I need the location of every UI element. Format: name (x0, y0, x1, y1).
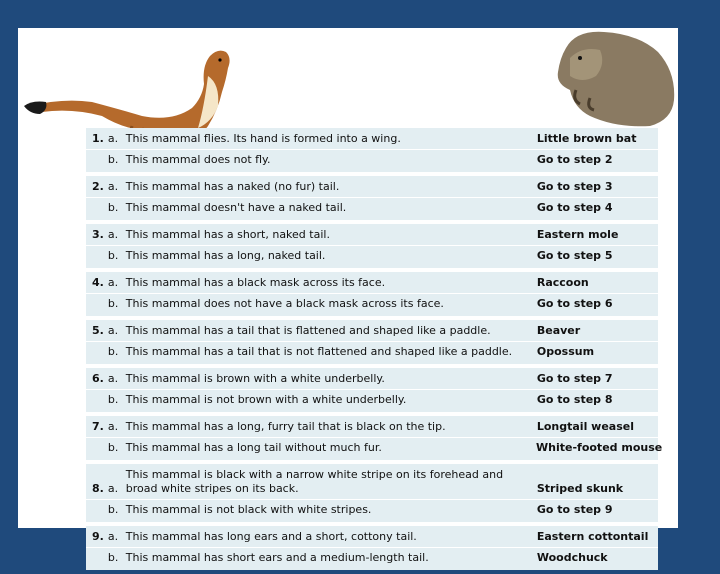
choice-letter: b. (107, 551, 119, 564)
dichotomous-key (86, 128, 663, 574)
choice-result: Eastern mole (536, 228, 619, 241)
choice-result: White-footed mouse (536, 441, 663, 454)
choice-letter: a. (107, 228, 119, 241)
choice-letter: a. (107, 420, 119, 433)
choice-result: Little brown bat (536, 132, 637, 145)
step-number: 2. (92, 180, 104, 193)
choice-text: This mammal is brown with a white underbelly. (125, 372, 385, 385)
choice-text: This mammal is not black with white stripes. (125, 503, 372, 516)
key-row (86, 527, 658, 548)
choice-result: Eastern cottontail (536, 530, 649, 543)
choice-letter: a. (107, 132, 119, 145)
choice-text: This mammal is not brown with a white underbelly. (125, 393, 407, 406)
choice-text: This mammal has a tail that is flattened and shaped like a paddle. (125, 324, 491, 337)
key-row (86, 246, 658, 266)
choice-text: This mammal does not fly. (125, 153, 271, 166)
choice-text: This mammal has a tail that is not flattened and shaped like a paddle. (125, 345, 513, 358)
choice-result: Go to step 3 (536, 180, 613, 193)
key-row (86, 438, 663, 458)
choice-text: This mammal has short ears and a medium-length tail. (125, 551, 429, 564)
key-step-2 (86, 176, 658, 220)
key-row (86, 390, 658, 410)
choice-result: Go to step 5 (536, 249, 613, 262)
choice-result: Longtail weasel (536, 420, 635, 433)
step-number: 4. (92, 276, 104, 289)
choice-result: Go to step 9 (536, 503, 613, 516)
choice-result: Go to step 6 (536, 297, 613, 310)
key-row (86, 150, 658, 170)
choice-text: This mammal doesn't have a naked tail. (125, 201, 347, 214)
choice-letter: b. (107, 345, 119, 358)
choice-letter: b. (107, 249, 119, 262)
key-row (86, 369, 658, 390)
choice-text: This mammal has a black mask across its face. (125, 276, 386, 289)
choice-letter: a. (107, 372, 119, 385)
choice-text: This mammal does not have a black mask across its face. (125, 297, 444, 310)
choice-letter: a. (107, 180, 119, 193)
key-row (86, 465, 658, 500)
step-number: 3. (92, 228, 104, 241)
key-row (86, 177, 658, 198)
key-step-4 (86, 272, 658, 316)
slide (18, 28, 678, 564)
choice-letter: a. (107, 482, 119, 495)
key-step-6 (86, 368, 658, 412)
choice-text: This mammal is black with a narrow white stripe on its forehead and broad white stripes on its back. (125, 468, 504, 495)
key-row (86, 273, 658, 294)
choice-result: Go to step 4 (536, 201, 613, 214)
key-row (86, 417, 658, 438)
key-row (86, 548, 658, 568)
key-row (86, 198, 658, 218)
key-row (86, 294, 658, 314)
key-row (86, 342, 658, 362)
key-step-1 (86, 128, 658, 172)
choice-result: Opossum (536, 345, 595, 358)
choice-text: This mammal has a naked (no fur) tail. (125, 180, 340, 193)
key-step-9 (86, 526, 658, 570)
step-number: 6. (92, 372, 104, 385)
choice-text: This mammal has a long, naked tail. (125, 249, 326, 262)
choice-text: This mammal has a long, furry tail that is black on the tip. (125, 420, 446, 433)
choice-letter: a. (107, 324, 119, 337)
step-number: 9. (92, 530, 104, 543)
key-row (86, 129, 658, 150)
choice-result: Go to step 7 (536, 372, 613, 385)
choice-result: Raccoon (536, 276, 589, 289)
choice-letter: b. (107, 393, 119, 406)
step-number: 5. (92, 324, 104, 337)
key-row (86, 500, 658, 520)
choice-letter: a. (107, 276, 119, 289)
choice-text: This mammal flies. Its hand is formed into a wing. (125, 132, 401, 145)
choice-result: Go to step 8 (536, 393, 613, 406)
choice-text: This mammal has long ears and a short, cottony tail. (125, 530, 417, 543)
choice-letter: b. (107, 201, 119, 214)
choice-result: Go to step 2 (536, 153, 613, 166)
key-step-8 (86, 464, 658, 522)
step-number: 7. (92, 420, 104, 433)
key-row (86, 225, 658, 246)
groundhog-illustration (546, 28, 678, 128)
step-number: 8. (92, 482, 104, 495)
choice-text: This mammal has a long tail without much fur. (125, 441, 382, 454)
key-step-5 (86, 320, 658, 364)
choice-letter: b. (107, 297, 119, 310)
choice-text: This mammal has a short, naked tail. (125, 228, 330, 241)
choice-letter: a. (107, 530, 119, 543)
key-row (86, 321, 658, 342)
choice-result: Beaver (536, 324, 581, 337)
key-step-3 (86, 224, 658, 268)
choice-letter: b. (107, 503, 119, 516)
step-number: 1. (92, 132, 104, 145)
choice-letter: b. (107, 153, 119, 166)
choice-letter: b. (107, 441, 119, 454)
choice-result: Woodchuck (536, 551, 608, 564)
key-step-7 (86, 416, 663, 460)
choice-result: Striped skunk (536, 482, 624, 495)
